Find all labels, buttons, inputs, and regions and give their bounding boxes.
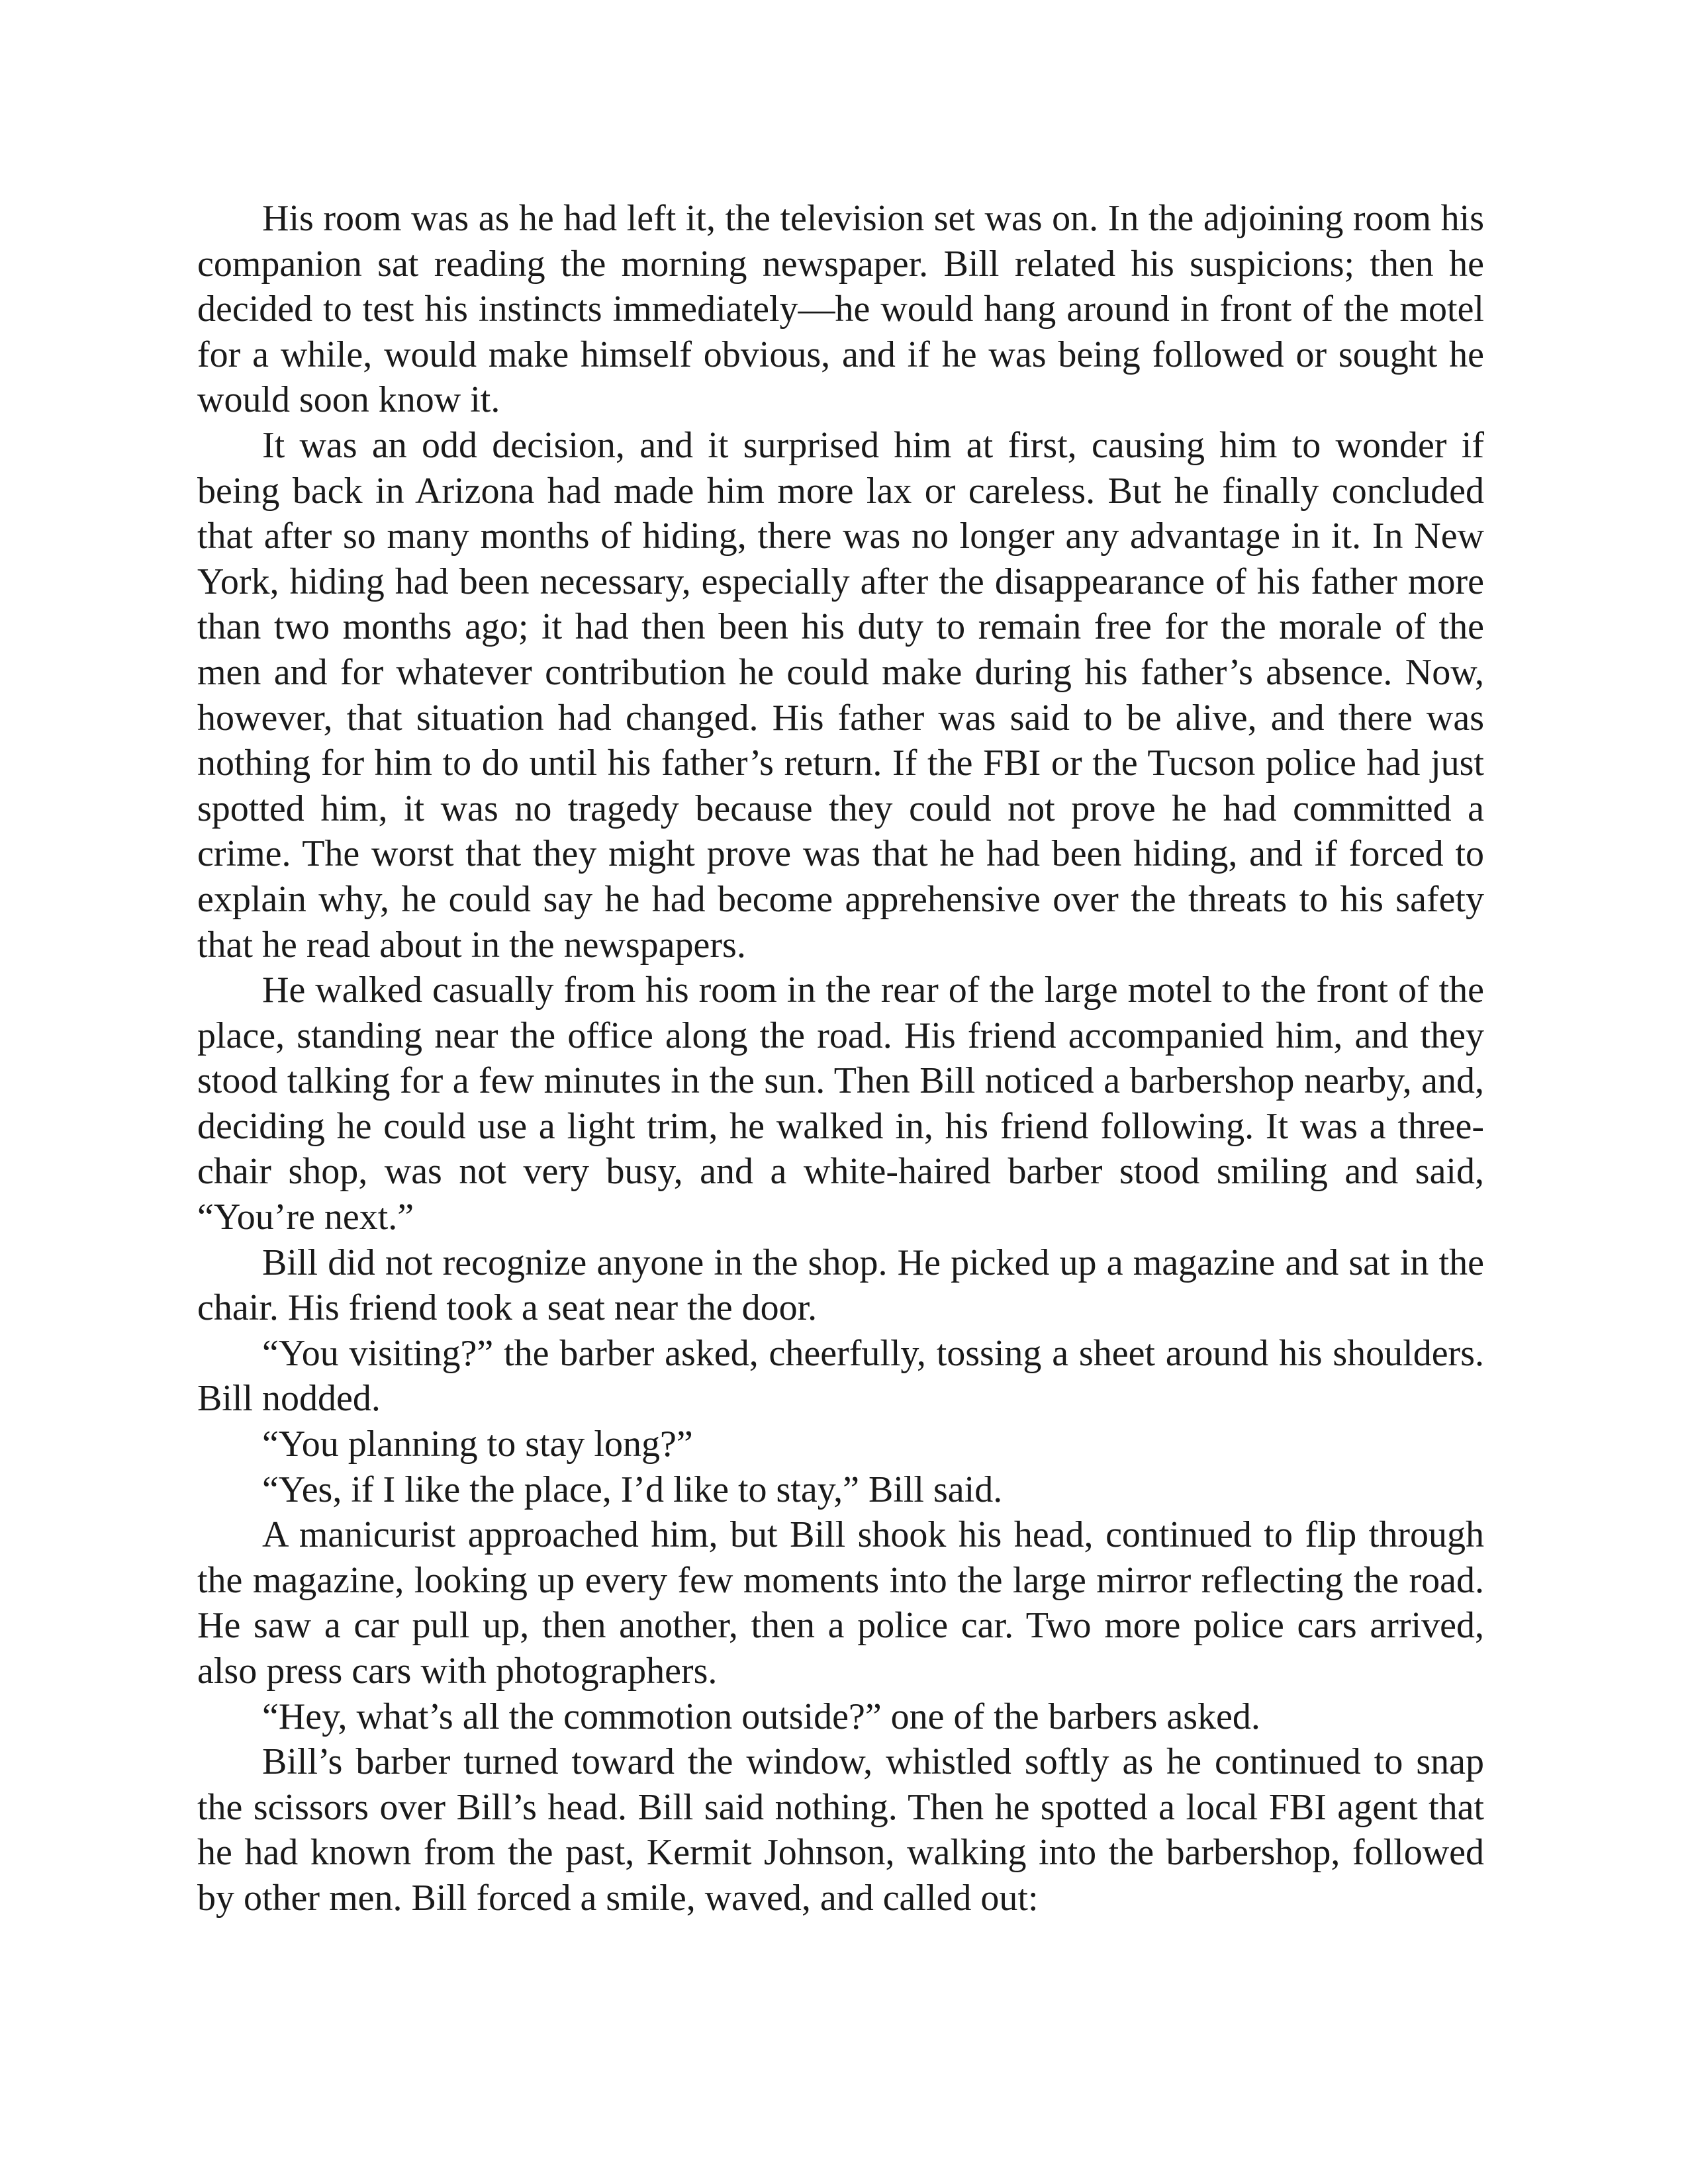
paragraph-10: Bill’s barber turned toward the window, whistled softly as he continued to snap the scissors over Bill’s head. Bill said nothing. Then he spotted a local FBI agent that he had known from the past, Kermit Johnson, walking into the barbershop, followed by other men. Bill forced a smile, waved, and called out: (197, 1741, 1484, 1919)
paragraph-5: “You visiting?” the barber asked, cheerfully, tossing a sheet around his shoulders. Bill nodded. (197, 1332, 1484, 1420)
paragraph-6: “You planning to stay long?” (262, 1424, 693, 1465)
paragraph-3: He walked casually from his room in the rear of the large motel to the front of the place, standing near the office along the road. His friend accompanied him, and they stood talking for a few minutes in the sun. Then Bill noticed a barbershop nearby, and, deciding he could use a light trim, he walked in, his friend following. It was a three-chair shop, was not very busy, and a white-haired barber stood smiling and said, “You’re next.” (197, 970, 1484, 1238)
paragraph-4: Bill did not recognize anyone in the shop. He picked up a magazine and sat in the chair. His friend took a seat near the door. (197, 1242, 1484, 1329)
paragraph-1: His room was as he had left it, the television set was on. In the adjoining room his companion sat reading the morning newspaper. Bill related his suspicions; then he decided to test his instincts immediately—he would hang around in front of the motel for a while, would make himself obvious, and if he was being followed or sought he would soon know it. (197, 198, 1484, 421)
body-text (197, 196, 1484, 1921)
paragraph-7: “Yes, if I like the place, I’d like to stay,” Bill said. (262, 1469, 1003, 1510)
paragraph-2: It was an odd decision, and it surprised him at first, causing him to wonder if being back in Arizona had made him more lax or careless. But he finally concluded that after so many months of hiding, there was no longer any advantage in it. In New York, hiding had been necessary, especially after the disappearance of his father more than two months ago; it had then been his duty to remain free for the morale of the men and for whatever contribution he could make during his father’s absence. Now, however, that situation had changed. His father was said to be alive, and there was nothing for him to do until his father’s return. If the FBI or the Tucson police had just spotted him, it was no tragedy because they could not prove he had committed a crime. The worst that they might prove was that he had been hiding, and if forced to explain why, he could say he had become apprehensive over the threats to his safety that he read about in the newspapers. (197, 424, 1484, 966)
paragraph-9: “Hey, what’s all the commotion outside?” one of the barbers asked. (262, 1696, 1260, 1737)
paragraph-8: A manicurist approached him, but Bill shook his head, continued to flip through the magazine, looking up every few moments into the large mirror reflecting the road. He saw a car pull up, then another, then a police car. Two more police cars arrived, also press cars with photographers. (197, 1514, 1484, 1692)
